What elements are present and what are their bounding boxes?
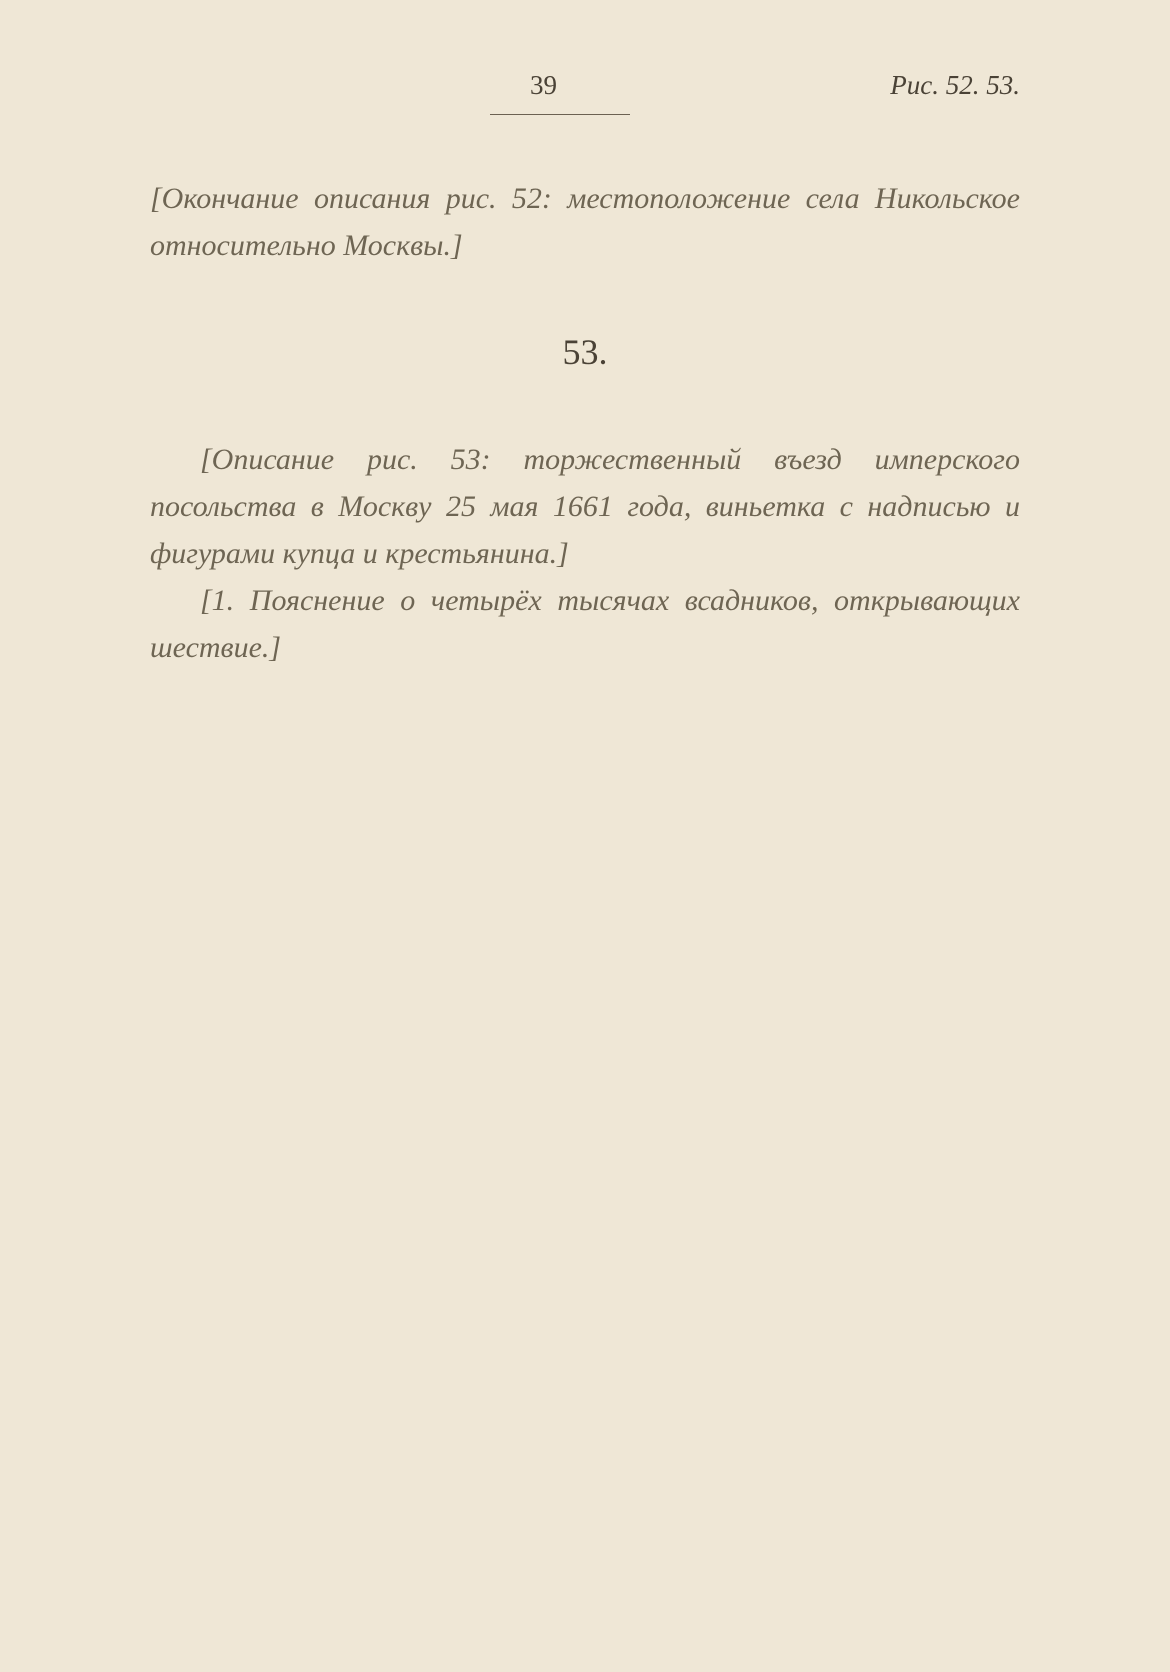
page-number: 39: [530, 70, 557, 100]
paragraph: [1. Пояснение о четырёх тысячах всадников, открывающих шествие.]: [150, 584, 1020, 664]
section-title: 53.: [562, 332, 608, 372]
figure-reference: Рис. 52. 53.: [890, 70, 1020, 100]
body-text: [150, 175, 1020, 671]
header-rule: [490, 114, 630, 115]
paragraph: [Окончание описания рис. 52: местоположение села Никольское относительно Москвы.]: [150, 182, 1020, 262]
running-head: [150, 70, 1020, 120]
paragraph: [Описание рис. 53: торжественный въезд имперского посольства в Москву 25 мая 1661 года, виньетка с надписью и фигурами купца и крестьянина.]: [150, 443, 1020, 570]
